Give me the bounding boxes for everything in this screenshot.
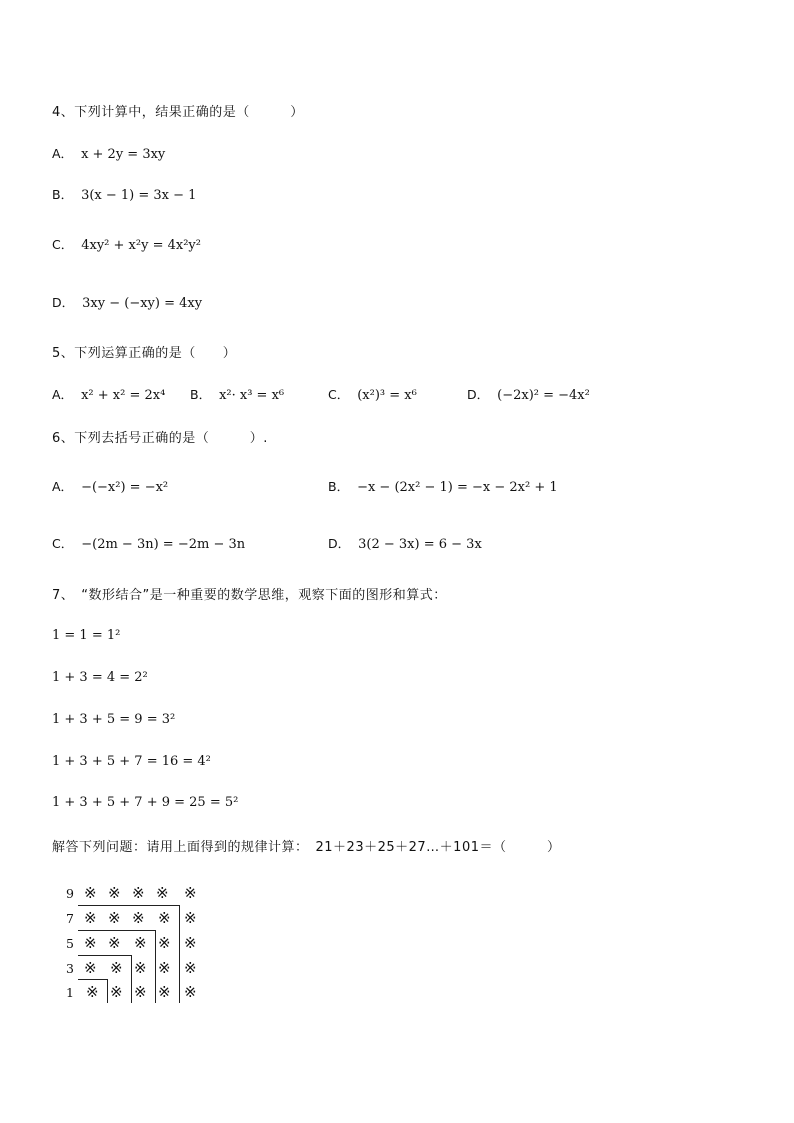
q4-stem: 4、下列计算中，结果正确的是（ ） [52, 105, 304, 120]
option-letter: A． [52, 479, 74, 494]
option-letter: A． [52, 146, 74, 161]
q7-stem: 7、 “数形结合”是一种重要的数学思维，观察下面的图形和算式： [52, 588, 447, 603]
option-letter: C． [52, 536, 74, 551]
symbol-cell: ※ [110, 959, 123, 977]
option-expr: −(−x²) = −x² [81, 480, 169, 495]
option-letter: B． [52, 187, 74, 202]
row-label-3: 3 [66, 961, 74, 976]
l-boundary-horizontal [78, 979, 108, 980]
q6-stem: 6、下列去括号正确的是（ ）. [52, 431, 268, 446]
option-expr: x²· x³ = x⁶ [219, 388, 285, 403]
symbol-cell: ※ [84, 884, 97, 902]
symbol-cell: ※ [184, 884, 197, 902]
q7-equation-4: 1 + 3 + 5 + 7 = 16 = 4² [52, 754, 211, 769]
l-boundary-vertical [179, 905, 180, 1003]
q6-option-a[interactable] [52, 477, 168, 495]
symbol-cell: ※ [184, 959, 197, 977]
l-boundary-vertical [155, 930, 156, 1003]
symbol-cell: ※ [86, 983, 99, 1001]
symbol-cell: ※ [108, 934, 121, 952]
option-letter: C． [328, 387, 350, 402]
symbol-cell: ※ [134, 959, 147, 977]
option-expr: x + 2y = 3xy [81, 147, 166, 162]
l-boundary-vertical [131, 955, 132, 1003]
q6-option-c[interactable] [52, 534, 245, 552]
option-letter: C． [52, 237, 74, 252]
symbol-cell: ※ [184, 934, 197, 952]
row-label-9: 9 [66, 886, 74, 901]
option-letter: D． [467, 387, 490, 402]
option-letter: B． [190, 387, 212, 402]
symbol-cell: ※ [108, 884, 121, 902]
row-label-1: 1 [66, 985, 74, 1000]
symbol-cell: ※ [158, 934, 171, 952]
row-label-5: 5 [66, 936, 74, 951]
q4-option-b[interactable] [52, 185, 196, 203]
l-boundary-vertical [107, 979, 108, 1003]
option-letter: D． [52, 295, 75, 310]
q6-option-d[interactable] [328, 534, 482, 552]
q7-equation-2: 1 + 3 = 4 = 2² [52, 670, 148, 685]
option-expr: 3xy − (−xy) = 4xy [82, 296, 203, 311]
option-letter: A． [52, 387, 74, 402]
option-expr: (x²)³ = x⁶ [357, 388, 417, 403]
l-boundary-horizontal [78, 905, 180, 906]
q5-option-a[interactable] [52, 385, 165, 403]
symbol-cell: ※ [184, 983, 197, 1001]
option-letter: D． [328, 536, 351, 551]
l-boundary-horizontal [78, 955, 132, 956]
q4-option-a[interactable] [52, 144, 165, 162]
l-boundary-horizontal [78, 930, 156, 931]
q4-option-d[interactable] [52, 293, 202, 311]
symbol-cell: ※ [184, 909, 197, 927]
q7-equation-1: 1 = 1 = 1² [52, 628, 121, 643]
odd-sum-square-figure [62, 882, 212, 1006]
q6-option-b[interactable] [328, 477, 558, 495]
q5-option-c[interactable] [328, 385, 417, 403]
option-expr: 4xy² + x²y = 4x²y² [81, 238, 201, 253]
symbol-cell: ※ [84, 959, 97, 977]
q5-stem: 5、下列运算正确的是（ ） [52, 346, 237, 361]
symbol-cell: ※ [84, 934, 97, 952]
symbol-cell: ※ [158, 983, 171, 1001]
symbol-cell: ※ [108, 909, 121, 927]
row-label-7: 7 [66, 911, 74, 926]
symbol-cell: ※ [134, 983, 147, 1001]
option-expr: 3(2 − 3x) = 6 − 3x [358, 537, 482, 552]
option-expr: −x − (2x² − 1) = −x − 2x² + 1 [357, 480, 558, 495]
q7-equation-3: 1 + 3 + 5 = 9 = 3² [52, 712, 176, 727]
symbol-cell: ※ [134, 934, 147, 952]
symbol-cell: ※ [158, 909, 171, 927]
q5-option-b[interactable] [190, 385, 284, 403]
q7-question: 解答下列问题：请用上面得到的规律计算： 21＋23＋25＋27…＋101＝（ ） [52, 840, 561, 855]
option-expr: 3(x − 1) = 3x − 1 [81, 188, 197, 203]
option-expr: −(2m − 3n) = −2m − 3n [81, 537, 246, 552]
q5-option-d[interactable] [467, 385, 590, 403]
q7-equation-5: 1 + 3 + 5 + 7 + 9 = 25 = 5² [52, 795, 239, 810]
symbol-cell: ※ [110, 983, 123, 1001]
symbol-cell: ※ [84, 909, 97, 927]
option-expr: x² + x² = 2x⁴ [81, 388, 166, 403]
symbol-cell: ※ [132, 909, 145, 927]
symbol-cell: ※ [156, 884, 169, 902]
option-expr: (−2x)² = −4x² [497, 388, 590, 403]
symbol-cell: ※ [132, 884, 145, 902]
symbol-cell: ※ [158, 959, 171, 977]
q4-option-c[interactable] [52, 235, 201, 253]
option-letter: B． [328, 479, 350, 494]
